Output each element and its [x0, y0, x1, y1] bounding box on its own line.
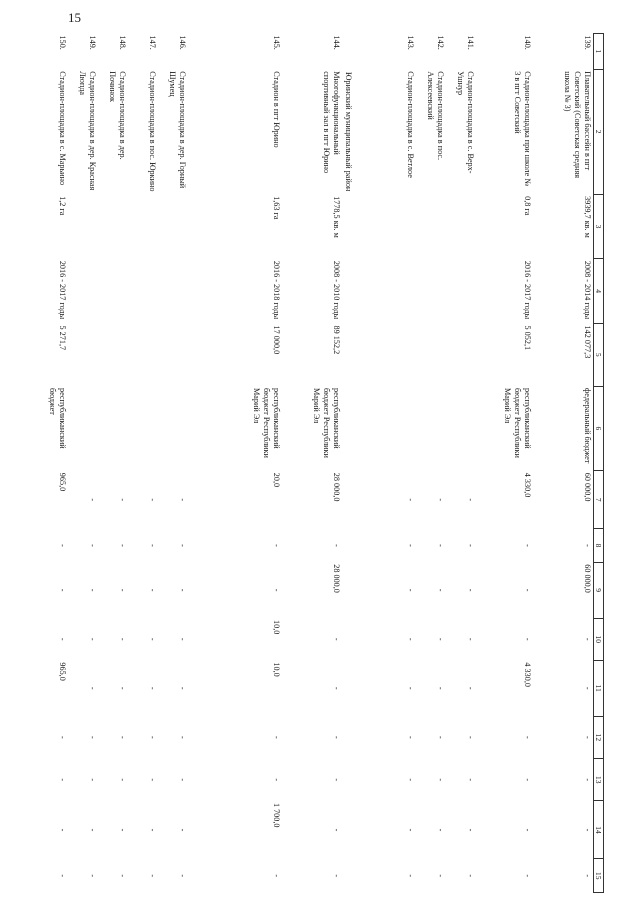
col13-value: -	[147, 778, 157, 782]
col13-value: -	[582, 778, 592, 782]
col15-value: -	[582, 874, 592, 878]
col7-value: 20,0	[271, 472, 281, 488]
col13-value: -	[522, 778, 532, 782]
col13-value: -	[435, 778, 445, 782]
col12-value: -	[177, 735, 187, 739]
col10-value: -	[435, 637, 445, 641]
col8-value: -	[405, 544, 415, 547]
estimated-cost: 89 152,2	[331, 325, 341, 355]
col15-value: -	[522, 874, 532, 878]
col12-value: -	[117, 735, 127, 739]
object-name: Многофункциональный спортивный зал в пгт Юрино	[321, 71, 341, 174]
col10-value: -	[465, 637, 475, 641]
estimated-cost	[68, 324, 98, 386]
row-number: 144.	[331, 35, 341, 50]
funding-source	[446, 386, 476, 471]
col13-value: -	[331, 778, 341, 782]
object-name: Стадион-площадка в пос. Юркино	[147, 71, 157, 192]
col12-value: -	[87, 735, 97, 739]
section-header: Юринский муниципальный район	[343, 72, 353, 192]
col15-value: -	[57, 874, 67, 878]
estimated-cost	[98, 324, 128, 386]
col12-value: -	[522, 735, 532, 739]
col8-value: -	[271, 544, 281, 547]
row-number: 139.	[582, 35, 592, 50]
column-number: 7	[593, 471, 603, 529]
col11-value: -	[331, 686, 341, 690]
table-row	[533, 34, 594, 893]
object-name: Стадион-площадка в с. Марьино	[57, 71, 67, 186]
row-number: 143.	[405, 35, 415, 50]
section-header-row	[342, 34, 354, 893]
col13-value: -	[465, 778, 475, 782]
col8-value: -	[147, 544, 157, 547]
funding-source	[128, 386, 158, 471]
column-number: 6	[593, 386, 603, 471]
construction-years: 2008 - 2014 годы	[582, 260, 592, 320]
column-number: 9	[593, 562, 603, 618]
col12-value: -	[582, 735, 592, 739]
estimated-cost: 142 077,3	[582, 325, 592, 359]
col9-value: -	[465, 588, 475, 592]
col12-value: -	[465, 735, 475, 739]
col9-value: -	[405, 588, 415, 592]
col14-value: -	[435, 828, 445, 832]
capacity	[416, 194, 446, 259]
column-number: 5	[593, 324, 603, 386]
funding-source	[158, 386, 188, 471]
col7-value: -	[147, 498, 157, 502]
col9-value: -	[435, 588, 445, 592]
col14-value: -	[405, 828, 415, 832]
col7-value: -	[117, 498, 127, 502]
construction-years	[68, 259, 98, 324]
funding-source	[354, 386, 416, 471]
estimated-cost	[416, 324, 446, 386]
col10-value: -	[87, 637, 97, 641]
estimated-cost	[446, 324, 476, 386]
col11-value: -	[465, 686, 475, 690]
col7-value: 60 000,0	[582, 472, 592, 502]
row-number: 149.	[87, 35, 97, 50]
column-number: 8	[593, 529, 603, 562]
col15-value: -	[117, 874, 127, 878]
col9-value: 28 000,0	[331, 564, 341, 593]
col7-value: -	[177, 498, 187, 502]
col7-value: 28 000,0	[331, 472, 341, 502]
col13-value: -	[87, 778, 97, 782]
col10-value: -	[582, 637, 592, 641]
col15-value: -	[465, 874, 475, 878]
col15-value: -	[435, 874, 445, 878]
funding-source: республиканский бюджет Республики Марий Эл	[251, 388, 281, 458]
col10-value: -	[405, 637, 415, 641]
funding-source: республиканский бюджет Республики Марий Эл	[311, 388, 341, 458]
column-number: 2	[593, 69, 603, 194]
capacity: 1,63 га	[271, 196, 281, 220]
rotated-table-container	[47, 33, 604, 893]
col13-value: -	[177, 778, 187, 782]
row-number: 142.	[435, 35, 445, 50]
construction-program-table	[38, 33, 604, 893]
col15-value: -	[147, 874, 157, 878]
col8-value: -	[331, 544, 341, 547]
construction-years	[354, 259, 416, 324]
col10-value: -	[177, 637, 187, 641]
col14-value: 1 700,0	[271, 802, 281, 828]
column-number: 10	[593, 618, 603, 660]
col10-value: -	[522, 637, 532, 641]
object-name: Стадион-площадка в пос. Алексеевский	[425, 71, 445, 161]
col11-value: -	[405, 686, 415, 690]
capacity	[158, 194, 188, 259]
table-row	[416, 34, 446, 893]
row-number: 140.	[522, 35, 532, 50]
col9-value: -	[147, 588, 157, 592]
capacity	[446, 194, 476, 259]
col11-value: 4 330,0	[522, 662, 532, 687]
funding-source: республиканский бюджет	[47, 388, 67, 449]
table-row	[446, 34, 476, 893]
object-name: Стадион-площадка в с. Ветлое	[405, 71, 415, 178]
estimated-cost	[158, 324, 188, 386]
page-number: 15	[68, 10, 81, 25]
col9-value: -	[87, 588, 97, 592]
col9-value: -	[117, 588, 127, 592]
row-number: 141.	[465, 35, 475, 50]
capacity	[98, 194, 128, 259]
funding-source	[416, 386, 446, 471]
col14-value: -	[117, 828, 127, 832]
col7-value: -	[465, 498, 475, 502]
construction-years	[98, 259, 128, 324]
col7-value: 965,0	[57, 472, 67, 492]
col15-value: -	[271, 874, 281, 878]
row-number: 145.	[271, 35, 281, 50]
col7-value: -	[405, 498, 415, 502]
column-number: 11	[593, 660, 603, 716]
table-row	[354, 34, 416, 893]
estimated-cost: 17 000,0	[271, 325, 281, 355]
table-body	[38, 34, 604, 893]
col12-value: -	[57, 735, 67, 739]
capacity: 1778,5 кв. м	[331, 196, 341, 238]
col9-value: -	[57, 588, 67, 592]
col11-value: 10,0	[271, 662, 281, 677]
col13-value: -	[271, 778, 281, 782]
table-row	[68, 34, 98, 893]
construction-years	[446, 259, 476, 324]
funding-source	[98, 386, 128, 471]
col13-value: -	[57, 778, 67, 782]
col7-value: -	[435, 498, 445, 502]
table-row	[158, 34, 188, 893]
construction-years: 2016 - 2017 годы	[57, 260, 67, 320]
col10-value: 10,0	[271, 620, 281, 635]
row-number: 148.	[117, 35, 127, 50]
col12-value: -	[435, 735, 445, 739]
col10-value: -	[147, 637, 157, 641]
col13-value: -	[405, 778, 415, 782]
col8-value: -	[57, 544, 67, 547]
column-number: 1	[593, 34, 603, 70]
table-row	[282, 34, 342, 893]
col10-value: -	[117, 637, 127, 641]
construction-years	[158, 259, 188, 324]
col12-value: -	[405, 735, 415, 739]
table-row	[128, 34, 158, 893]
table-row	[188, 34, 282, 893]
col14-value: -	[87, 828, 97, 832]
col15-value: -	[177, 874, 187, 878]
col8-value: -	[435, 544, 445, 547]
col11-value: -	[177, 686, 187, 690]
estimated-cost	[354, 324, 416, 386]
row-number: 150.	[57, 35, 67, 50]
capacity: 0,8 га	[522, 196, 532, 216]
col11-value: -	[147, 686, 157, 690]
col11-value: -	[117, 686, 127, 690]
col8-value: -	[582, 544, 592, 547]
col7-value: 4 330,0	[522, 472, 532, 498]
col7-value: -	[87, 498, 97, 502]
col8-value: -	[522, 544, 532, 547]
col14-value: -	[147, 828, 157, 832]
construction-years: 2016 - 2018 годы	[271, 260, 281, 320]
construction-years: 2008 - 2010 годы	[331, 260, 341, 320]
column-number-row	[593, 34, 603, 893]
funding-source: федеральный бюджет	[582, 388, 592, 464]
col12-value: -	[147, 735, 157, 739]
column-number: 12	[593, 716, 603, 758]
object-name: Стадион-площадка в дер. Починок	[107, 71, 127, 160]
capacity: 3939,7 кв. м	[582, 196, 592, 238]
capacity	[128, 194, 158, 259]
capacity	[68, 194, 98, 259]
col14-value: -	[177, 828, 187, 832]
col10-value: -	[57, 637, 67, 641]
col9-value: -	[522, 588, 532, 592]
construction-years	[416, 259, 446, 324]
col12-value: -	[271, 735, 281, 739]
estimated-cost: 5 271,7	[57, 325, 67, 351]
col9-value: 60 000,0	[582, 564, 592, 593]
funding-source	[68, 386, 98, 471]
col15-value: -	[87, 874, 97, 878]
col14-value: -	[522, 828, 532, 832]
col11-value: -	[435, 686, 445, 690]
column-number: 13	[593, 759, 603, 801]
col8-value: -	[465, 544, 475, 547]
object-name: Стадион-площадка в с. Верх-Ушнур	[455, 71, 475, 174]
estimated-cost	[128, 324, 158, 386]
object-name: Стадион-площадка в дер. Горный Шумец	[167, 71, 187, 189]
col11-value: -	[582, 686, 592, 690]
object-name: Стадион в пгт Юрино	[271, 71, 281, 148]
column-number: 14	[593, 801, 603, 859]
table-row	[98, 34, 128, 893]
col9-value: -	[271, 588, 281, 592]
capacity: 1,2 га	[57, 196, 67, 216]
col13-value: -	[117, 778, 127, 782]
col8-value: -	[87, 544, 97, 547]
object-name: Стадион-площадка в дер. Красная Люпда	[77, 71, 97, 191]
col14-value: -	[582, 828, 592, 832]
funding-source: республиканский бюджет Республики Марий Эл	[502, 388, 532, 458]
col9-value: -	[177, 588, 187, 592]
column-number: 15	[593, 859, 603, 893]
col10-value: -	[331, 637, 341, 641]
col11-value: 965,0	[57, 662, 67, 681]
object-name: Стадион-площадка при школе № 3 в пгт Советский	[512, 71, 532, 187]
construction-years: 2016 - 2017 годы	[522, 260, 532, 320]
col15-value: -	[405, 874, 415, 878]
capacity	[354, 194, 416, 259]
table-row	[476, 34, 533, 893]
object-name: Плавательный бассейн в пгт Советский (Советская средняя школа № 3)	[562, 71, 592, 178]
column-number: 4	[593, 259, 603, 324]
col8-value: -	[177, 544, 187, 547]
column-number: 3	[593, 194, 603, 259]
col15-value: -	[331, 874, 341, 878]
table-row	[38, 34, 68, 893]
construction-years	[128, 259, 158, 324]
col12-value: -	[331, 735, 341, 739]
col14-value: -	[465, 828, 475, 832]
col8-value: -	[117, 544, 127, 547]
row-number: 146.	[177, 35, 187, 50]
estimated-cost: 5 052,1	[522, 325, 532, 351]
row-number: 147.	[147, 35, 157, 50]
col14-value: -	[57, 828, 67, 832]
col11-value: -	[87, 686, 97, 690]
col14-value: -	[331, 828, 341, 832]
